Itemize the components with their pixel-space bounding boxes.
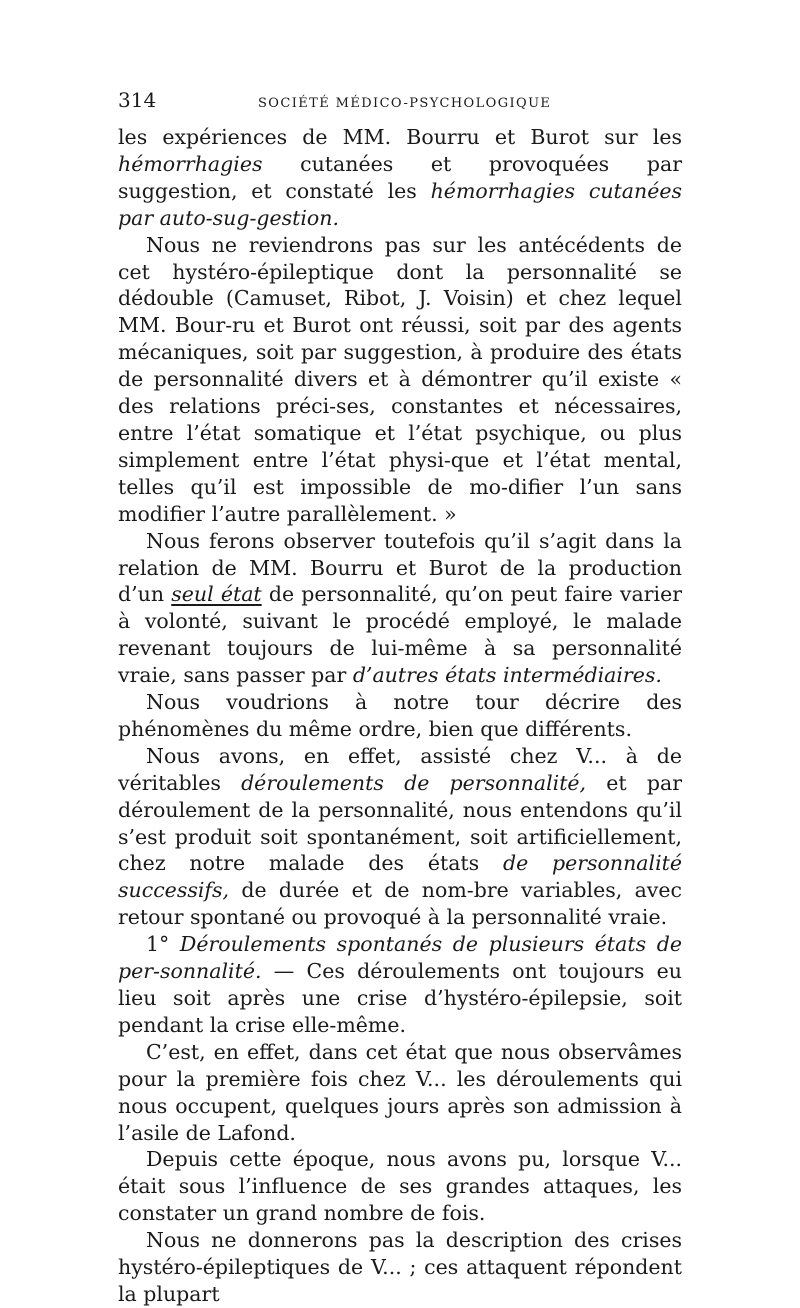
paragraph	[118, 1227, 682, 1308]
text-run: Nous ferons observer toutefois qu’il s’agit dans la relation de MM. Bourru et Burot de la production d’un	[118, 528, 682, 607]
italic-text: d’autres états intermédiaires.	[352, 663, 662, 688]
running-head	[118, 88, 682, 124]
text-run: de durée et de nom-bre variables, avec retour spontané ou provoqué à la personnalité vraie.	[118, 878, 682, 930]
paragraph	[118, 1039, 682, 1147]
paragraph	[118, 528, 682, 689]
paragraph	[118, 1146, 682, 1227]
italic-text: déroulements de personnalité,	[241, 770, 587, 795]
italic-text: Déroulements spontanés de plusieurs états de per-sonnalité.	[118, 932, 682, 984]
paragraph	[118, 743, 682, 931]
italic-text: de personnalité successifs,	[118, 851, 682, 903]
text-run: 1°	[146, 932, 180, 957]
text-run: les expériences de MM. Bourru et Burot sur les	[118, 125, 682, 149]
page-number: 314	[118, 88, 157, 112]
text-run: Nous voudrions à notre tour décrire des phénomènes du même ordre, bien que différents.	[118, 690, 682, 741]
paragraph	[118, 931, 682, 1039]
text-run: et par déroulement de la personnalité, nous entendons qu’il s’est produit soit spontanément, soit artificiellement, chez notre malade des états	[118, 770, 682, 876]
italic-text: seul état	[171, 582, 262, 607]
italic-text: hémorrhagies cutanées par auto-sug-gestion.	[118, 178, 683, 230]
text-run: de personnalité, qu’on peut faire varier à volonté, suivant le procédé employé, le malade revenant toujours de lui-même à sa personnalité vraie, sans passer par	[118, 582, 682, 688]
running-title: SOCIÉTÉ MÉDICO-PSYCHOLOGIQUE	[258, 96, 552, 111]
italic-text: hémorrhagies	[118, 151, 263, 176]
text-run: Nous ne reviendrons pas sur les antécédents de cet hystéro-épileptique dont la personnalité se dédouble (Camuset, Ribot, J. Voisin) et chez lequel MM. Bour-ru et Burot ont réussi, soit par des agents mécaniques, soit par suggestion, à produire des états de personnalité divers et à démontrer qu’il existe « des relations préci-ses, constantes et nécessaires, entre l’état somatique et l’état psychique, ou plus simplement entre l’état physi-que et l’état mental, telles qu’il est impossible de mo-difier l’un sans modifier l’autre parallèlement. »	[118, 232, 682, 526]
text-run: C’est, en effet, dans cet état que nous observâmes pour la première fois chez V... les déroulements qui nous occupent, quelques jours après son admission à l’asile de Lafond.	[118, 1039, 682, 1145]
paragraph	[118, 232, 682, 528]
body-text	[118, 124, 682, 1308]
text-run: Depuis cette époque, nous avons pu, lorsque V... était sous l’influence de ses grandes attaques, les constater un grand nombre de fois.	[118, 1147, 682, 1226]
text-run: — Ces déroulements ont toujours eu lieu soit après une crise d’hystéro-épilepsie, soit pendant la crise elle-même.	[118, 959, 682, 1037]
paragraph	[118, 124, 682, 232]
text-run: Nous avons, en effet, assisté chez V... à de véritables	[118, 743, 682, 795]
text-run: Nous ne donnerons pas la description des crises hystéro-épileptiques de V... ; ces attaquent répondent la plupart	[118, 1228, 682, 1306]
text-run: cutanées et provoquées par suggestion, et constaté les	[118, 151, 682, 203]
paragraph	[118, 689, 682, 743]
